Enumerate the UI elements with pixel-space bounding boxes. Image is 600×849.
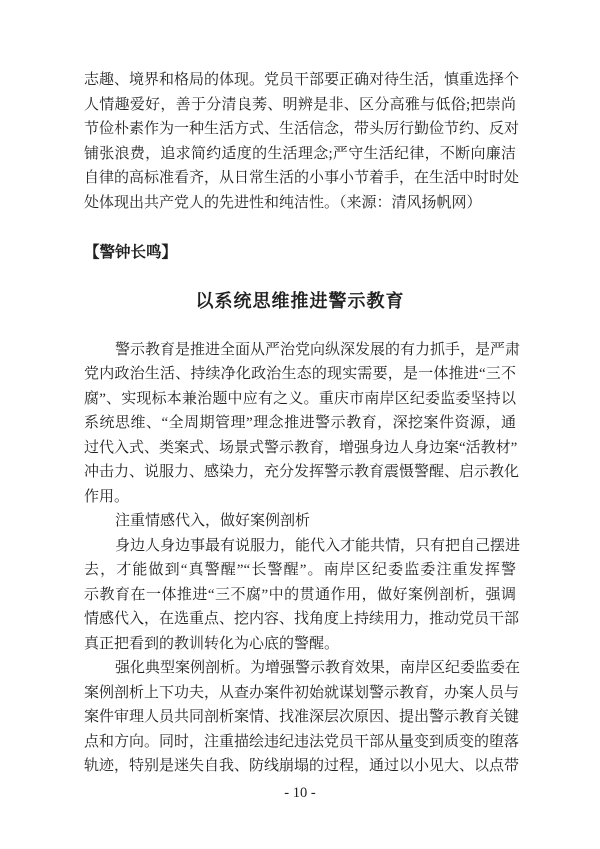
- text-line: 党内政治生活、持续净化政治生态的现实需要，是一体推进“三不: [84, 366, 516, 382]
- text-line: 警示教育是推进全面从严治党向纵深发展的有力抓手，是严肃: [115, 341, 521, 358]
- text-line: 案例剖析上下功夫，从查办案件初始就谋划警示教育，办案人员与: [84, 684, 520, 701]
- text-line: 身边人身边事最有说服力，能代入才能共情，只有把自己摆进: [115, 537, 521, 554]
- text-line: 强化典型案例剖析。为增强警示教育效果，南岸区纪委监委在: [115, 660, 521, 676]
- text-line: 轨迹，特别是迷失自我、防线崩塌的过程，通过以小见大、以点带: [84, 758, 520, 774]
- article-paragraph: [84, 534, 521, 657]
- text-line: 过代入式、类案式、场景式警示教育，增强身边人身边案“活教材”: [84, 439, 518, 456]
- text-line: 作用。: [84, 488, 130, 505]
- text-line: 人情趣爱好，善于分清良莠、明辨是非、区分高雅与低俗;把崇尚: [84, 96, 516, 113]
- text-line: 处体现出共产党人的先进性和纯洁性。（来源：清风扬帆网）: [84, 194, 482, 211]
- article-paragraph: [84, 338, 521, 510]
- text-line: 案件审理人员共同剖析案情、找准深层次原因、提出警示教育关键: [84, 709, 520, 725]
- text-line: 情感代入，在选重点、挖内容、找角度上持续用力，推动党员干部: [84, 611, 520, 627]
- text-line: 铺张浪费，追求简约适度的生活理念;严守生活纪律，不断向廉洁: [84, 145, 516, 162]
- text-line: 真正把看到的教训转化为心底的警醒。: [84, 635, 340, 652]
- text-line: 冲击力、说服力、感染力，充分发挥警示教育震慑警醒、启示教化: [84, 464, 520, 480]
- article-subheading: 注重情感代入，做好案例剖析: [115, 513, 311, 529]
- article-paragraph: [84, 656, 521, 779]
- article-title: 以系统思维推进警示教育: [195, 290, 405, 311]
- text-line: 示教育在一体推进“三不腐”中的贯通作用，做好案例剖析，强调: [84, 586, 516, 603]
- text-line: 点和方向。同时，注重描绘违纪违法党员干部从量变到质变的堕落: [84, 733, 520, 750]
- text-line: 志趣、境界和格局的体现。党员干部要正确对待生活，慎重选择个: [84, 72, 520, 88]
- text-line: 节俭朴素作为一种生活方式、生活信念，带头厉行勤俭节约、反对: [84, 121, 520, 137]
- section-heading: 【警钟长鸣】: [84, 244, 178, 261]
- article-body: [84, 338, 521, 779]
- text-line: 去，才能做到“真警醒”“长警醒”。南岸区纪委监委注重发挥警: [84, 562, 516, 578]
- intro-paragraph: [84, 68, 520, 215]
- page-number: - 10 -: [284, 785, 316, 801]
- text-line: 系统思维、“全周期管理”理念推进警示教育，深挖案件资源，通: [84, 415, 516, 431]
- text-line: 自律的高标准看齐，从日常生活的小事小节着手，在生活中时时处: [84, 170, 520, 186]
- text-line: 腐”、实现标本兼治题中应有之义。重庆市南岸区纪委监委坚持以: [84, 390, 516, 407]
